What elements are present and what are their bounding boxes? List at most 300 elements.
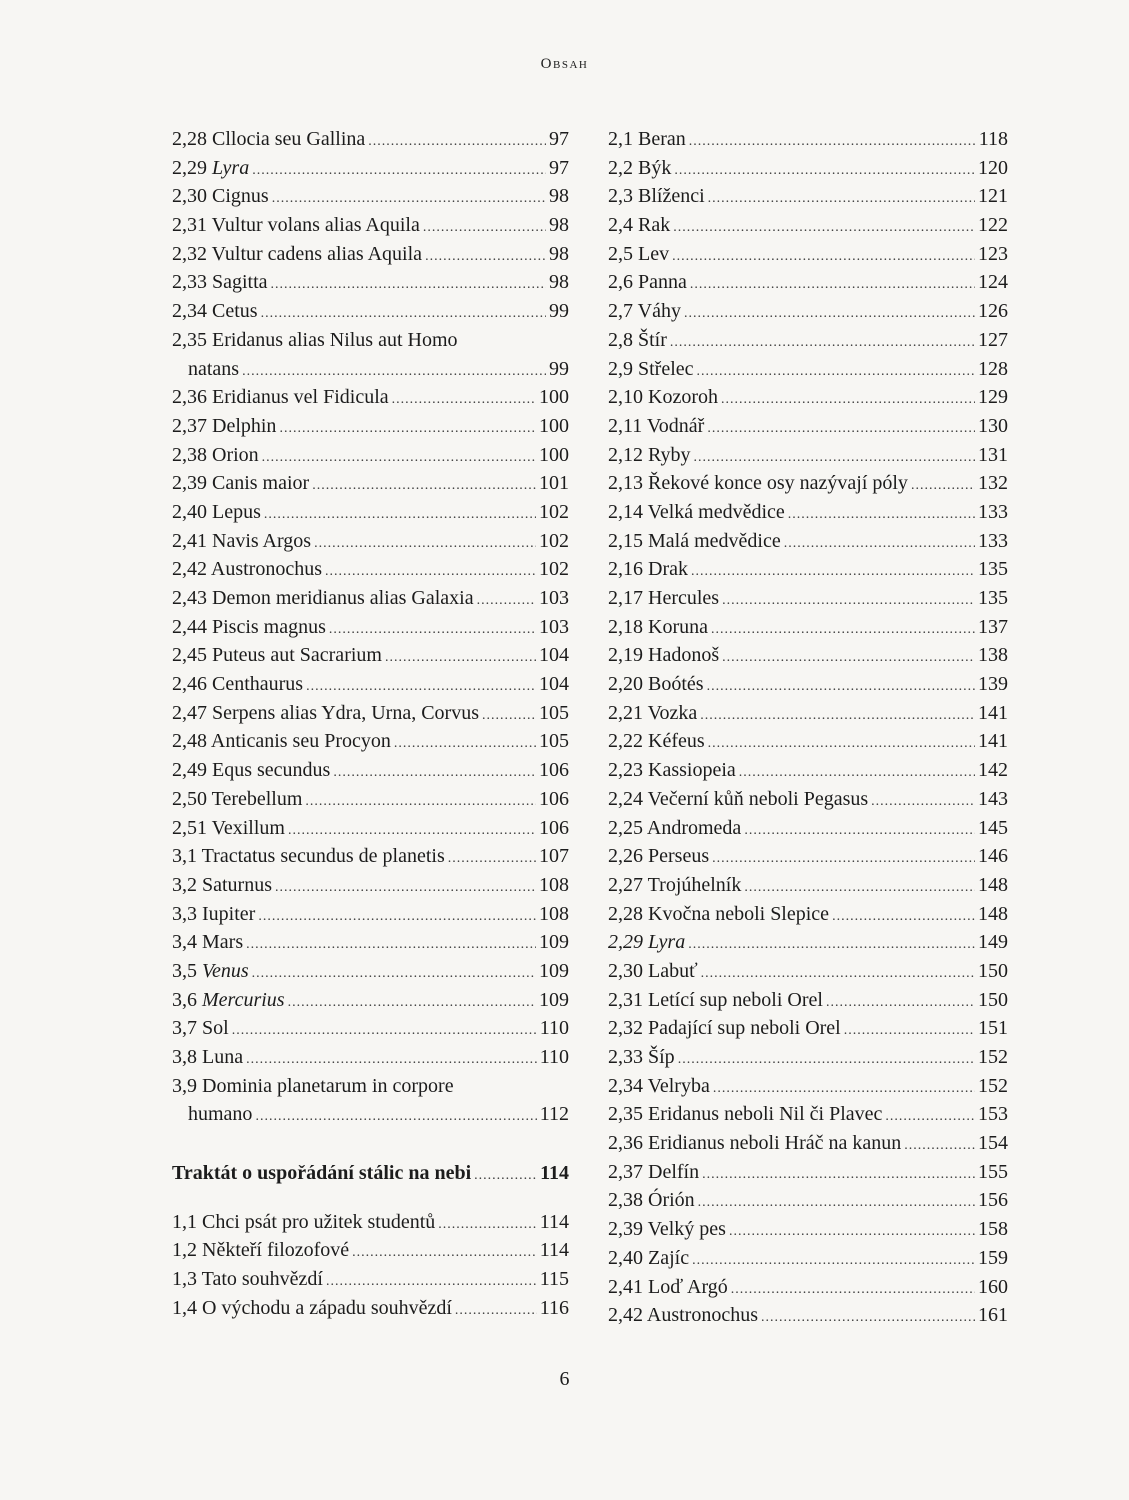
- toc-entry-multiline: [172, 1072, 569, 1129]
- toc-entry: [608, 1273, 1008, 1302]
- toc-entry: [608, 527, 1008, 556]
- toc-section-heading: [172, 1159, 569, 1188]
- toc-entry: [608, 1043, 1008, 1072]
- dot-leader: [448, 845, 536, 874]
- toc-entry: [608, 613, 1008, 642]
- toc-entry-page: 99: [549, 357, 569, 380]
- toc-entry-page: 160: [978, 1275, 1008, 1298]
- toc-entry-title-text: 2,48 Anticanis seu Procyon: [172, 730, 391, 753]
- toc-entry-title: [608, 957, 698, 986]
- toc-entry-title-text: 2,16 Drak: [608, 558, 688, 581]
- toc-entry-page: 106: [539, 816, 569, 839]
- dot-leader: [871, 788, 975, 817]
- toc-entry-title: [608, 699, 697, 728]
- toc-entry-title-text: 2,10 Kozoroh: [608, 386, 718, 409]
- toc-entry: [172, 1265, 569, 1294]
- toc-entry: [608, 641, 1008, 670]
- toc-entry-title-text: 2,19 Hadonoš: [608, 644, 720, 667]
- dot-leader: [721, 386, 975, 415]
- toc-entry-title: [608, 814, 741, 843]
- toc-entry-page: 109: [539, 959, 569, 982]
- toc-entry-title: [172, 1236, 349, 1265]
- toc-entry: [608, 986, 1008, 1015]
- toc-entry-page: 127: [978, 328, 1008, 351]
- toc-entry-title-text: 2,36 Eridianus neboli Hráč na kanun: [608, 1132, 902, 1155]
- toc-entry-title: [172, 154, 249, 183]
- toc-entry-title: natans: [188, 357, 240, 380]
- dot-leader: [255, 1103, 536, 1132]
- toc-entry-title: [172, 928, 243, 957]
- toc-entry-page: 126: [978, 300, 1008, 323]
- toc-section-title: Traktát o uspořádání stálic na nebi: [172, 1162, 472, 1185]
- toc-entry: [608, 928, 1008, 957]
- dot-leader: [761, 1304, 975, 1333]
- toc-entry-title-text: 2,11 Vodnář: [608, 414, 705, 437]
- toc-entry: [172, 441, 569, 470]
- dot-leader: [691, 558, 975, 587]
- dot-leader: [694, 444, 975, 473]
- dot-leader: [712, 845, 975, 874]
- toc-entry: [172, 957, 569, 986]
- toc-entry: [172, 699, 569, 728]
- toc-entry-page: 131: [978, 443, 1008, 466]
- toc-entry-title-text: 2,6 Panna: [608, 271, 687, 294]
- toc-entry-page: 139: [978, 673, 1008, 696]
- toc-entry: [608, 1215, 1008, 1244]
- toc-entry-title-text: 2,39 Velký pes: [608, 1218, 726, 1241]
- toc-entry-title: [172, 469, 309, 498]
- toc-entry-title-text: 2,3 Blíženci: [608, 185, 705, 208]
- toc-entry: [172, 641, 569, 670]
- toc-entry: [172, 297, 569, 326]
- toc-entry-title: [608, 756, 736, 785]
- toc-entry-page: 141: [978, 701, 1008, 724]
- toc-entry-page: 159: [978, 1246, 1008, 1269]
- dot-leader: [279, 415, 536, 444]
- toc-entry-title: [172, 756, 330, 785]
- dot-leader: [252, 960, 536, 989]
- toc-entry: [172, 211, 569, 240]
- toc-entry-page: 100: [539, 414, 569, 437]
- toc-entry-page: 104: [539, 644, 569, 667]
- toc-entry-page: 121: [978, 185, 1008, 208]
- dot-leader: [698, 1189, 975, 1218]
- toc-entry-page: 141: [978, 730, 1008, 753]
- toc-entry-page: 106: [539, 787, 569, 810]
- toc-entry: [608, 125, 1008, 154]
- toc-entry-title: [172, 240, 422, 269]
- toc-entry-title-text: 2,31 Vultur volans alias Aquila: [172, 214, 420, 237]
- toc-entry: [608, 441, 1008, 470]
- toc-entry: [608, 1158, 1008, 1187]
- dot-leader: [305, 788, 536, 817]
- toc-entry-page: 103: [539, 615, 569, 638]
- toc-entry-title: [172, 670, 303, 699]
- dot-leader: [711, 616, 975, 645]
- toc-entry-title: [608, 785, 868, 814]
- toc-entry: [608, 383, 1008, 412]
- toc-entry-title: [608, 125, 686, 154]
- toc-section-page: 114: [540, 1162, 569, 1185]
- toc-entry-title: [608, 1215, 726, 1244]
- toc-entry-title: [172, 268, 268, 297]
- dot-leader: [352, 1239, 537, 1268]
- toc-entry-page: 142: [978, 759, 1008, 782]
- toc-entry: [172, 412, 569, 441]
- dot-leader: [911, 472, 975, 501]
- toc-entry-title-text: 2,15 Malá medvědice: [608, 529, 781, 552]
- dot-leader: [729, 1218, 975, 1247]
- toc-entry-title: 3,9 Dominia planetarum in corpore: [172, 1074, 454, 1097]
- toc-entry-title: [172, 211, 420, 240]
- toc-entry-title-text: 2,35 Eridanus neboli Nil či Plavec: [608, 1103, 883, 1126]
- toc-entry-title: [172, 1043, 243, 1072]
- toc-entry-title: [172, 182, 269, 211]
- toc-entry-page: 146: [978, 845, 1008, 868]
- toc-entry-title-text: 3,8 Luna: [172, 1046, 244, 1068]
- toc-entry: [172, 613, 569, 642]
- toc-entry-title: [608, 986, 823, 1015]
- toc-entry-title-text: 3,2 Saturnus: [172, 873, 272, 896]
- dot-leader: [246, 1046, 537, 1075]
- dot-leader: [258, 903, 536, 932]
- toc-entry-page: 124: [978, 271, 1008, 294]
- dot-leader: [885, 1103, 975, 1132]
- dot-leader: [844, 1017, 975, 1046]
- toc-entry: [172, 383, 569, 412]
- dot-leader: [684, 300, 975, 329]
- toc-entry-page: 103: [539, 587, 569, 609]
- dot-leader: [670, 329, 975, 358]
- toc-entry-title: [608, 527, 781, 556]
- toc-entry-title: [608, 1014, 841, 1043]
- dot-leader: [672, 243, 975, 272]
- toc-entry-title: [172, 957, 249, 986]
- dot-leader: [707, 415, 975, 444]
- toc-entry: [172, 1236, 569, 1265]
- toc-entry: [608, 326, 1008, 355]
- dot-leader: [246, 931, 536, 960]
- toc-entry-title: [172, 641, 382, 670]
- dot-leader: [392, 386, 536, 415]
- toc-entry-title: [172, 900, 255, 929]
- toc-entry: [172, 785, 569, 814]
- toc-entry: [172, 154, 569, 183]
- dot-leader: [271, 271, 546, 300]
- toc-entry-page: 153: [978, 1103, 1008, 1126]
- dot-leader: [744, 874, 975, 903]
- toc-entry: [172, 871, 569, 900]
- dot-leader: [692, 1247, 975, 1276]
- toc-entry-title-text: 2,28 Kvočna neboli Slepice: [608, 902, 830, 925]
- toc-entry-page: 100: [539, 443, 569, 466]
- toc-entry-title-text: 2,32 Vultur cadens alias Aquila: [172, 242, 423, 265]
- toc-entry-title: [172, 613, 326, 642]
- toc-entry-title-text: 2,36 Eridianus vel Fidicula: [172, 386, 389, 409]
- toc-entry-title-text: 2,30 Cignus: [172, 185, 269, 208]
- dot-leader: [325, 558, 536, 587]
- toc-entry-title: [172, 125, 365, 154]
- toc-entry-title-text: 3,1 Tractatus secundus de planetis: [172, 845, 445, 868]
- toc-entry-title-text: 2,17 Hercules: [608, 587, 720, 609]
- toc-entry-title-text: 2,39 Canis maior: [172, 472, 310, 495]
- toc-entry-page: 132: [978, 472, 1008, 495]
- toc-entry: [608, 469, 1008, 498]
- toc-entry-title-text: 2,13 Řekové konce osy nazývají póly: [608, 472, 908, 495]
- toc-entry-title: [608, 441, 691, 470]
- toc-entry-title: [608, 182, 705, 211]
- toc-entry-title: [172, 584, 474, 613]
- toc-entry-page: 128: [978, 357, 1008, 380]
- toc-entry-title: [608, 1244, 689, 1273]
- dot-leader: [731, 1276, 975, 1305]
- toc-entry: [172, 842, 569, 871]
- toc-entry: [608, 498, 1008, 527]
- toc-entry-title: [608, 842, 709, 871]
- toc-entry-page: 148: [978, 873, 1008, 896]
- toc-entry-title-text: 2,18 Koruna: [608, 615, 708, 638]
- dot-leader: [425, 243, 546, 272]
- toc-entry-title-text: 2,40 Zajíc: [608, 1246, 690, 1269]
- toc-entry-title: [172, 727, 391, 756]
- toc-entry-title-text: 2,24 Večerní kůň neboli Pegasus: [608, 787, 869, 810]
- toc-entry: [608, 1244, 1008, 1273]
- toc-entry: [608, 154, 1008, 183]
- toc-entry-title-text: 2,21 Vozka: [608, 701, 698, 724]
- dot-leader: [261, 300, 546, 329]
- dot-leader: [690, 271, 975, 300]
- toc-entry: [172, 527, 569, 556]
- toc-entry: [172, 1100, 569, 1129]
- toc-entry-title: [608, 900, 829, 929]
- toc-entry-page: 102: [539, 558, 569, 581]
- toc-entry-title: [608, 871, 741, 900]
- toc-entry-title-text: 2,33 Šíp: [608, 1046, 675, 1068]
- toc-entry-page: 152: [978, 1074, 1008, 1097]
- toc-entry-title-text: 2,38 Órión: [608, 1189, 695, 1212]
- dot-leader: [394, 730, 536, 759]
- dot-leader: [477, 587, 536, 616]
- toc-entry-title: [172, 383, 389, 412]
- toc-entry: [608, 268, 1008, 297]
- toc-entry-page: 101: [539, 472, 569, 495]
- toc-entry-page: 149: [978, 931, 1008, 954]
- toc-entry-title: [608, 240, 669, 269]
- toc-entry-page: 135: [978, 587, 1008, 609]
- toc-entry-title-text: 2,33 Sagitta: [172, 271, 268, 294]
- toc-entry-page: 129: [978, 386, 1008, 409]
- toc-entry-title-italic: 2,29 Lyra: [608, 931, 686, 954]
- dot-leader: [306, 673, 536, 702]
- toc-entry-title: [608, 1129, 901, 1158]
- toc-entry: [172, 928, 569, 957]
- toc-entry: [172, 240, 569, 269]
- dot-leader: [708, 730, 975, 759]
- toc-entry: [172, 584, 569, 613]
- toc-entry-title: [608, 670, 704, 699]
- dot-leader: [272, 185, 546, 214]
- dot-leader: [826, 989, 975, 1018]
- toc-entry: [172, 814, 569, 843]
- toc-entry-page: 109: [539, 931, 569, 954]
- toc-entry-page: 133: [978, 529, 1008, 552]
- toc-entry-page: 97: [549, 156, 569, 179]
- dot-leader: [702, 1161, 975, 1190]
- toc-entry-title-text: 2,2 Býk: [608, 156, 672, 179]
- toc-entry: [172, 900, 569, 929]
- toc-entry-page: 112: [539, 1103, 569, 1126]
- toc-entry-title: [608, 1072, 710, 1101]
- toc-entry-title-text: 2,45 Puteus aut Sacrarium: [172, 644, 382, 667]
- toc-entry: [608, 785, 1008, 814]
- toc-entry: [608, 900, 1008, 929]
- dot-leader: [689, 128, 976, 157]
- toc-entry-title-text: 2,42 Austronochus: [172, 558, 322, 581]
- toc-entry-title: [172, 1014, 229, 1043]
- dot-leader: [701, 960, 975, 989]
- toc-entry-title-text: 2,49 Equs secundus: [172, 759, 331, 782]
- toc-entry-title-text: 2,51 Vexillum: [172, 816, 285, 839]
- toc-entry-title: [172, 1294, 452, 1323]
- toc-entry-title-text: 2,9 Střelec: [608, 357, 694, 380]
- toc-entry-title: [608, 1301, 758, 1330]
- dot-leader: [744, 817, 975, 846]
- toc-entry-title: [608, 297, 681, 326]
- toc-entry-title: [608, 1100, 882, 1129]
- toc-entry-page: 148: [978, 902, 1008, 925]
- toc-entry-page: 104: [539, 673, 569, 696]
- toc-entry-page: 116: [539, 1296, 569, 1319]
- toc-entry-title-text: 2,41 Loď Argó: [608, 1275, 728, 1298]
- toc-entry-page: 98: [549, 242, 569, 265]
- toc-entry-title: [608, 641, 719, 670]
- toc-entry-title-text: 2,37 Delfín: [608, 1160, 700, 1183]
- toc-entry: [608, 1072, 1008, 1101]
- toc-entry: [608, 297, 1008, 326]
- toc-entry: [172, 986, 569, 1015]
- toc-entry-title: [608, 1043, 675, 1072]
- toc-entry-title-text: 2,14 Velká medvědice: [608, 500, 785, 523]
- toc-entry-title-text: 1,1 Chci psát pro užitek studentů: [172, 1210, 436, 1233]
- toc-entry-page: 120: [978, 156, 1008, 179]
- toc-entry-page: 150: [978, 988, 1008, 1011]
- toc-entry: [172, 1043, 569, 1072]
- dot-leader: [275, 874, 536, 903]
- toc-entry-title: [608, 326, 667, 355]
- toc-entry: [172, 182, 569, 211]
- dot-leader: [288, 817, 536, 846]
- toc-entry: [608, 182, 1008, 211]
- toc-entry-page: 110: [539, 1017, 569, 1040]
- toc-entry: [608, 355, 1008, 384]
- toc-entry: [172, 125, 569, 154]
- toc-entry: [172, 670, 569, 699]
- toc-entry: [172, 1208, 569, 1237]
- toc-entry-title: [608, 727, 705, 756]
- dot-leader: [788, 501, 975, 530]
- toc-entry-title-text: 2,7 Váhy: [608, 300, 681, 323]
- dot-leader: [722, 644, 975, 673]
- toc-entry-page: 137: [978, 615, 1008, 638]
- toc-entry: [172, 555, 569, 584]
- toc-entry: [172, 268, 569, 297]
- toc-entry: [608, 756, 1008, 785]
- toc-entry-page: 105: [539, 730, 569, 753]
- toc-entry-title: [608, 584, 719, 613]
- dot-leader: [688, 931, 975, 960]
- toc-entry-page: 108: [539, 902, 569, 925]
- toc-entry-title: [172, 1265, 323, 1294]
- toc-entry: [608, 699, 1008, 728]
- dot-leader: [832, 903, 975, 932]
- toc-entry: [608, 412, 1008, 441]
- toc-entry-title: [608, 355, 694, 384]
- toc-entry-title: [172, 555, 322, 584]
- toc-entry-page: 150: [978, 959, 1008, 982]
- toc-entry-title: [608, 412, 704, 441]
- toc-entry-title: [172, 297, 258, 326]
- page-number: 6: [559, 1368, 570, 1390]
- toc-entry-title-text: 2,22 Kéfeus: [608, 730, 705, 753]
- dot-leader: [314, 530, 536, 559]
- toc-entry: [608, 1186, 1008, 1215]
- dot-leader: [482, 702, 536, 731]
- toc-entry-title-italic: Lyra: [212, 156, 250, 179]
- toc-entry-page: 107: [539, 845, 569, 868]
- toc-entry: [608, 584, 1008, 613]
- toc-entry-page: 130: [978, 414, 1008, 437]
- dot-leader: [262, 444, 536, 473]
- toc-left-column: [172, 125, 569, 1323]
- toc-entry-page: 155: [978, 1160, 1008, 1183]
- toc-entry-page: 151: [978, 1017, 1008, 1040]
- dot-leader: [722, 587, 975, 616]
- toc-entry-page: 99: [549, 300, 569, 323]
- toc-entry-title-text: 2,28 Cllocia seu Gallina: [172, 128, 366, 150]
- toc-entry-page: 156: [978, 1189, 1008, 1212]
- toc-entry-title: [608, 154, 671, 183]
- dot-leader: [232, 1017, 537, 1046]
- toc-entry-title: [172, 871, 272, 900]
- toc-entry-title-text: 2,50 Terebellum: [172, 787, 303, 810]
- toc-entry-title: [172, 412, 276, 441]
- toc-entry: [172, 1014, 569, 1043]
- dot-leader: [708, 185, 975, 214]
- dot-leader: [697, 358, 975, 387]
- dot-leader: [242, 358, 546, 387]
- dot-leader: [713, 1075, 975, 1104]
- toc-entry-page: 102: [539, 529, 569, 552]
- dot-leader: [474, 1162, 537, 1191]
- toc-entry: [172, 727, 569, 756]
- toc-entry-page: 122: [978, 214, 1008, 237]
- toc-entry-page: 158: [978, 1218, 1008, 1241]
- toc-entry-page: 97: [549, 128, 569, 150]
- dot-leader: [673, 214, 975, 243]
- toc-entry: [608, 727, 1008, 756]
- toc-entry-title-text: 3,5: [172, 959, 202, 982]
- toc-entry: [172, 355, 569, 384]
- toc-entry-title-text: 2,26 Perseus: [608, 845, 710, 868]
- toc-entry-title-text: 2,30 Labuť: [608, 959, 698, 982]
- toc-entry-title-text: 2,32 Padající sup neboli Orel: [608, 1017, 841, 1040]
- dot-leader: [455, 1297, 537, 1326]
- toc-entry-title: [172, 1208, 435, 1237]
- toc-entry-page: 123: [978, 242, 1008, 265]
- toc-entry-title: [172, 814, 285, 843]
- toc-entry-title-text: 2,20 Boótés: [608, 673, 704, 696]
- toc-entry-title-text: 2,44 Piscis magnus: [172, 615, 326, 638]
